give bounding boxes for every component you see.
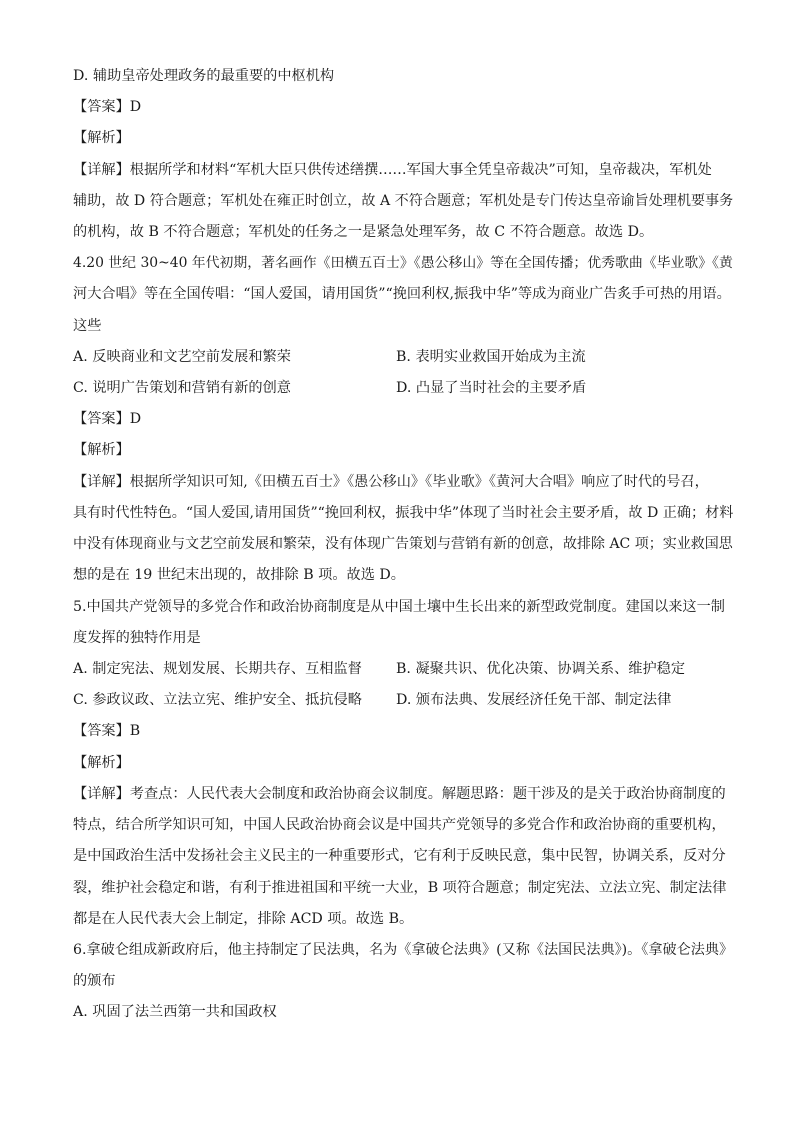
q3-detail-line: 辅助，故 D 符合题意；军机处在雍正时创立，故 A 不符合题意；军机处是专门传达皇帝谕旨处理机要事务 (73, 193, 734, 209)
q4-analysis-heading: 【解析】 (73, 442, 130, 458)
q4-stem-line: 河大合唱》等在全国传唱：“国人爱国，请用国货”“挽回利权,振我中华”等成为商业广告炙手可热的用语。 (73, 286, 731, 302)
q4-stem-line: 4.20 世纪 30~40 年代初期，著名画作《田横五百士》《愚公移山》等在全国传播；优秀歌曲《毕业歌》《黄 (73, 255, 733, 271)
q6-stem-line: 6.拿破仑组成新政府后，他主持制定了民法典，名为《拿破仑法典》(又称《法国民法典》)。《拿破仑法典》 (73, 942, 734, 958)
q3-analysis-heading: 【解析】 (73, 130, 130, 146)
q4-answer: 【答案】D (73, 411, 142, 427)
q4-option-c: C. 说明广告策划和营销有新的创意 (73, 380, 291, 396)
q4-detail-line: 【详解】根据所学知识可知,《田横五百士》《愚公移山》《毕业歌》《黄河大合唱》响应了时代的号召， (73, 474, 709, 490)
q4-option-d: D. 凸显了当时社会的主要矛盾 (396, 380, 587, 396)
q4-stem-line: 这些 (73, 318, 102, 334)
q5-analysis-heading: 【解析】 (73, 755, 130, 771)
q4-detail-line: 具有时代性特色。“国人爱国,请用国货”“挽回利权，振我中华”体现了当时社会主要矛盾，故 D 正确；材料 (73, 505, 734, 521)
q5-option-a: A. 制定宪法、规划发展、长期共存、互相监督 (73, 661, 362, 677)
q5-stem-line: 5.中国共产党领导的多党合作和政治协商制度是从中国土壤中生长出来的新型政党制度。建国以来这一制 (73, 599, 725, 615)
q5-detail-line: 都是在人民代表大会上制定，排除 ACD 项。故选 B。 (73, 911, 414, 927)
q5-option-c: C. 参政议政、立法立宪、维护安全、抵抗侵略 (73, 692, 362, 708)
q4-detail-line: 中没有体现商业与文艺空前发展和繁荣，没有体现广告策划与营销有新的创意，故排除 AC 项；实业救国思 (73, 536, 733, 552)
q5-answer: 【答案】B (73, 723, 141, 739)
q5-stem-line: 度发挥的独特作用是 (73, 630, 201, 646)
q5-option-b: B. 凝聚共识、优化决策、协调关系、维护稳定 (396, 661, 686, 677)
q5-detail-line: 特点，结合所学知识可知，中国人民政治协商会议是中国共产党领导的多党合作和政治协商的重要机构， (73, 817, 726, 833)
q3-detail-line: 【详解】根据所学和材料“军机大臣只供传述缮撰……军国大事全凭皇帝裁决”可知，皇帝裁决，军机处 (73, 162, 712, 178)
q3-answer: 【答案】D (73, 99, 142, 115)
q6-option-a: A. 巩固了法兰西第一共和国政权 (73, 1004, 277, 1020)
q5-option-d: D. 颁布法典、发展经济任免干部、制定法律 (396, 692, 672, 708)
q4-option-a: A. 反映商业和文艺空前发展和繁荣 (73, 349, 291, 365)
q4-detail-line: 想的是在 19 世纪末出现的，故排除 B 项。故选 D。 (73, 567, 405, 583)
q5-detail-line: 【详解】考查点：人民代表大会制度和政治协商会议制度。解题思路：题干涉及的是关于政治协商制度的 (73, 786, 726, 802)
q4-option-b: B. 表明实业救国开始成为主流 (396, 349, 586, 365)
q5-detail-line: 裂，维护社会稳定和谐，有利于推进祖国和平统一大业，B 项符合题意；制定宪法、立法立宪、制定法律 (73, 880, 727, 896)
q5-detail-line: 是中国政治生活中发扬社会主义民主的一种重要形式，它有利于反映民意，集中民智，协调关系，反对分 (73, 848, 726, 864)
q6-stem-line: 的颁布 (73, 973, 116, 989)
q3-detail-line: 的机构，故 B 不符合题意；军机处的任务之一是紧急处理军务，故 C 不符合题意。故选 D。 (73, 224, 654, 240)
q3-option-d: D. 辅助皇帝处理政务的最重要的中枢机构 (73, 68, 335, 84)
